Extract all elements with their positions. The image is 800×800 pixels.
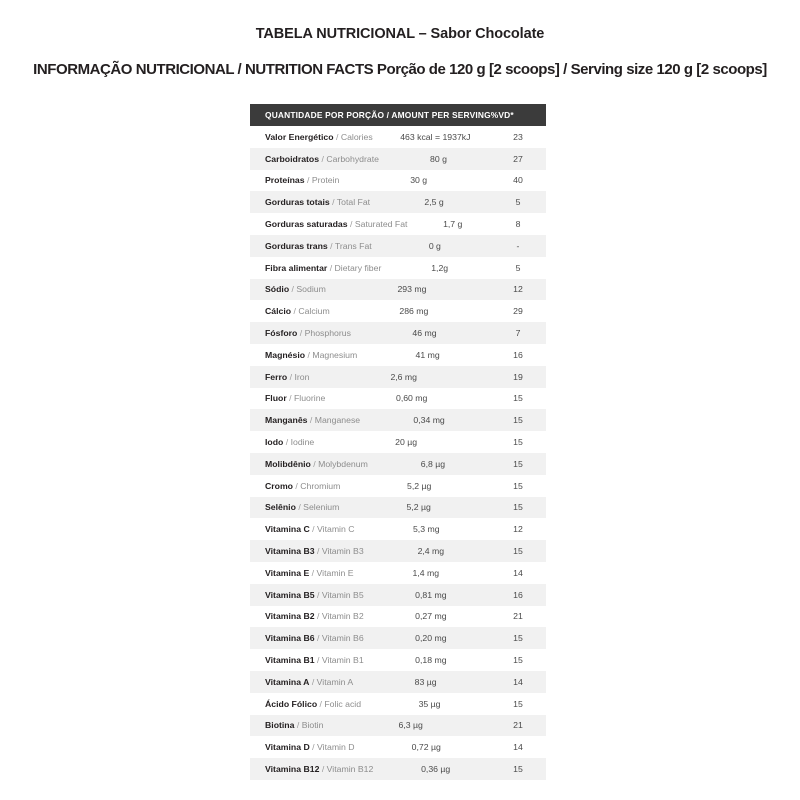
nutrient-name-pt: Vitamina A bbox=[265, 676, 310, 687]
nutrient-name-en: Vitamin B6 bbox=[321, 633, 364, 644]
nutrient-name-en: Carbohydrate bbox=[326, 153, 379, 164]
nutrient-name-en: Vitamin B2 bbox=[321, 611, 364, 622]
table-row bbox=[250, 322, 546, 344]
table-row bbox=[250, 191, 546, 213]
nutrient-name bbox=[250, 459, 368, 469]
nutrient-name bbox=[250, 328, 351, 338]
nutrient-amount: 293 mg bbox=[397, 284, 427, 295]
nutrient-name-pt: Fibra alimentar bbox=[265, 262, 328, 273]
nutrient-name bbox=[250, 611, 364, 621]
page-title: TABELA NUTRICIONAL – Sabor Chocolate bbox=[255, 26, 545, 42]
nutrient-name bbox=[250, 699, 361, 709]
nutrient-amount: 2,5 g bbox=[424, 197, 444, 208]
nutrient-daily-value: 23 bbox=[513, 131, 523, 142]
name-separator: / bbox=[333, 131, 341, 142]
table-row bbox=[250, 540, 546, 562]
nutrient-name bbox=[250, 546, 364, 556]
nutrient-name-pt: Carboidratos bbox=[265, 153, 320, 164]
nutrient-daily-value: 16 bbox=[513, 589, 523, 600]
name-separator: / bbox=[305, 349, 313, 360]
nutrient-name bbox=[250, 154, 379, 164]
nutrient-daily-value: 14 bbox=[513, 567, 523, 578]
nutrient-name-en: Iron bbox=[294, 371, 310, 382]
name-separator: / bbox=[317, 698, 325, 709]
nutrient-name-pt: Vitamina D bbox=[265, 742, 310, 753]
nutrient-name-en: Biotin bbox=[301, 720, 324, 731]
name-separator: / bbox=[314, 655, 322, 666]
nutrient-name-pt: Gorduras totais bbox=[265, 197, 330, 208]
nutrient-name bbox=[250, 437, 314, 447]
nutrient-daily-value: 15 bbox=[513, 502, 523, 513]
table-row bbox=[250, 431, 546, 453]
nutrient-daily-value: 14 bbox=[513, 742, 523, 753]
name-separator: / bbox=[309, 676, 317, 687]
name-separator: / bbox=[314, 611, 322, 622]
nutrient-name bbox=[250, 655, 364, 665]
nutrient-name-en: Fluorine bbox=[293, 393, 326, 404]
nutrient-name bbox=[250, 720, 323, 730]
name-separator: / bbox=[310, 458, 319, 469]
nutrient-daily-value: 15 bbox=[513, 655, 523, 666]
nutrient-name-pt: Vitamina B3 bbox=[265, 546, 315, 557]
nutrient-daily-value: 15 bbox=[513, 480, 523, 491]
table-row bbox=[250, 279, 546, 301]
nutrient-amount: 5,2 µg bbox=[407, 480, 432, 491]
nutrient-amount: 30 g bbox=[410, 175, 428, 186]
nutrient-name-pt: Valor Energético bbox=[265, 131, 334, 142]
nutrient-name bbox=[250, 742, 355, 752]
nutrient-name bbox=[250, 633, 364, 643]
table-row bbox=[250, 126, 546, 148]
name-separator: / bbox=[283, 437, 291, 448]
nutrient-name bbox=[250, 568, 354, 578]
name-separator: / bbox=[319, 764, 327, 774]
table-row bbox=[250, 758, 546, 780]
nutrient-name-en: Folic acid bbox=[324, 698, 362, 709]
nutrient-daily-value: 15 bbox=[513, 415, 523, 426]
nutrient-name bbox=[250, 350, 357, 360]
nutrient-name bbox=[250, 219, 407, 229]
name-separator: / bbox=[287, 371, 295, 382]
name-separator: / bbox=[309, 742, 317, 753]
nutrient-amount: 463 kcal = 1937kJ bbox=[400, 131, 471, 142]
nutrient-name-pt: Cromo bbox=[265, 480, 293, 491]
nutrient-daily-value: 7 bbox=[515, 328, 521, 339]
nutrient-amount: 0,34 mg bbox=[413, 415, 445, 426]
table-row bbox=[250, 693, 546, 715]
nutrient-name-en: Manganese bbox=[314, 415, 361, 426]
table-row bbox=[250, 497, 546, 519]
nutrient-daily-value: 5 bbox=[515, 197, 521, 208]
nutrient-amount: 46 mg bbox=[412, 328, 437, 339]
nutrient-name-en: Vitamin C bbox=[317, 524, 355, 535]
nutrient-name-pt: Cálcio bbox=[265, 306, 292, 317]
nutrient-name-pt: Biotina bbox=[265, 720, 295, 731]
nutrient-name-en: Total Fat bbox=[336, 197, 371, 208]
nutrient-amount: 0,36 µg bbox=[421, 764, 451, 774]
nutrient-amount: 1,7 g bbox=[443, 219, 463, 230]
nutrient-amount: 35 µg bbox=[418, 698, 441, 709]
name-separator: / bbox=[319, 153, 327, 164]
nutrient-amount: 6,3 µg bbox=[398, 720, 423, 731]
table-header-row: QUANTIDADE POR PORÇÃO / AMOUNT PER SERVING%VD* bbox=[250, 104, 546, 126]
table-row bbox=[250, 170, 546, 192]
name-separator: / bbox=[286, 393, 294, 404]
nutrient-name-en: Calories bbox=[340, 131, 373, 142]
nutrition-facts-subtitle: INFORMAÇÃO NUTRICIONAL / NUTRITION FACTS Porção de 120 g [2 scoops] / Serving size 120 g [2 scoops] bbox=[33, 61, 767, 78]
name-separator: / bbox=[314, 589, 322, 600]
nutrient-amount: 6,8 µg bbox=[420, 458, 446, 469]
nutrient-daily-value: 40 bbox=[513, 175, 523, 186]
nutrient-name bbox=[250, 502, 339, 512]
nutrient-name-pt: Ferro bbox=[265, 371, 288, 382]
nutrient-amount: 41 mg bbox=[415, 349, 440, 360]
nutrient-daily-value: 19 bbox=[513, 371, 523, 382]
nutrient-daily-value: 15 bbox=[513, 458, 523, 469]
table-row bbox=[250, 300, 546, 322]
nutrient-daily-value: 15 bbox=[513, 393, 523, 404]
table-row bbox=[250, 584, 546, 606]
nutrient-amount: 5,2 µg bbox=[406, 502, 431, 513]
nutrient-name-en: Magnesium bbox=[312, 349, 358, 360]
table-row bbox=[250, 366, 546, 388]
nutrient-amount: 0,72 µg bbox=[411, 742, 441, 753]
name-separator: / bbox=[309, 567, 317, 578]
nutrient-daily-value: 8 bbox=[515, 219, 521, 230]
nutrient-name-en: Vitamin B12 bbox=[326, 764, 374, 774]
name-separator: / bbox=[289, 284, 297, 295]
table-row bbox=[250, 649, 546, 671]
nutrient-name-pt: Proteínas bbox=[265, 175, 305, 186]
nutrient-name-pt: Vitamina C bbox=[265, 524, 310, 535]
nutrient-name-pt: Molibdênio bbox=[265, 458, 311, 469]
name-separator: / bbox=[327, 240, 335, 251]
nutrient-name-en: Phosphorus bbox=[304, 328, 351, 339]
nutrient-name bbox=[250, 677, 353, 687]
table-row bbox=[250, 627, 546, 649]
nutrient-name-pt: Fósforo bbox=[265, 328, 298, 339]
nutrient-daily-value: 15 bbox=[513, 698, 523, 709]
nutrient-daily-value: 12 bbox=[513, 284, 523, 295]
nutrient-name bbox=[250, 524, 355, 534]
nutrient-name-pt: Vitamina B1 bbox=[265, 655, 315, 666]
nutrient-amount: 20 µg bbox=[395, 437, 418, 448]
name-separator: / bbox=[307, 415, 315, 426]
table-row bbox=[250, 562, 546, 584]
nutrient-name-en: Protein bbox=[311, 175, 340, 186]
nutrient-amount: 2,6 mg bbox=[390, 371, 417, 382]
table-row bbox=[250, 736, 546, 758]
nutrient-daily-value: 5 bbox=[515, 262, 521, 273]
nutrient-amount: 0,20 mg bbox=[415, 633, 447, 644]
name-separator: / bbox=[293, 480, 301, 491]
name-separator: / bbox=[327, 262, 335, 273]
nutrient-name bbox=[250, 284, 326, 294]
name-separator: / bbox=[347, 219, 355, 230]
table-body bbox=[250, 126, 546, 780]
nutrient-name-en: Vitamin B5 bbox=[321, 589, 364, 600]
nutrient-name-pt: Gorduras trans bbox=[265, 240, 328, 251]
nutrient-name bbox=[250, 590, 364, 600]
name-separator: / bbox=[294, 720, 302, 731]
nutrient-amount: 0,18 mg bbox=[415, 655, 447, 666]
name-separator: / bbox=[314, 633, 322, 644]
nutrient-amount: 2,4 mg bbox=[417, 546, 445, 557]
nutrient-name-en: Sodium bbox=[296, 284, 326, 295]
table-row bbox=[250, 213, 546, 235]
nutrient-amount: 0,81 mg bbox=[415, 589, 447, 600]
nutrient-name bbox=[250, 306, 330, 316]
table-row bbox=[250, 453, 546, 475]
nutrient-name bbox=[250, 197, 370, 207]
nutrient-name-pt: Vitamina B12 bbox=[265, 764, 320, 774]
nutrient-amount: 83 µg bbox=[414, 676, 437, 687]
nutrition-facts-table bbox=[250, 104, 546, 780]
nutrient-daily-value: 12 bbox=[513, 524, 523, 535]
name-separator: / bbox=[295, 502, 304, 513]
nutrient-name bbox=[250, 393, 325, 403]
nutrient-name-pt: Ácido Fólico bbox=[265, 698, 318, 709]
name-separator: / bbox=[297, 328, 305, 339]
nutrient-name-en: Chromium bbox=[300, 480, 341, 491]
nutrient-name-en: Iodine bbox=[290, 437, 315, 448]
table-row bbox=[250, 388, 546, 410]
nutrient-daily-value: 21 bbox=[513, 720, 523, 731]
nutrient-daily-value: 16 bbox=[513, 349, 523, 360]
nutrient-name-pt: Magnésio bbox=[265, 349, 306, 360]
nutrient-name-en: Vitamin E bbox=[316, 567, 354, 578]
name-separator: / bbox=[314, 546, 322, 557]
nutrient-name bbox=[250, 175, 339, 185]
name-separator: / bbox=[329, 197, 337, 208]
nutrient-daily-value: 15 bbox=[513, 633, 523, 644]
nutrient-daily-value: 21 bbox=[513, 611, 523, 622]
name-separator: / bbox=[309, 524, 317, 535]
nutrient-daily-value: 15 bbox=[513, 546, 523, 557]
nutrient-name-en: Selenium bbox=[303, 502, 340, 513]
nutrient-name-en: Vitamin D bbox=[317, 742, 355, 753]
table-row bbox=[250, 715, 546, 737]
nutrient-name-en: Dietary fiber bbox=[334, 262, 382, 273]
nutrient-name-en: Calcium bbox=[298, 306, 330, 317]
name-separator: / bbox=[304, 175, 312, 186]
nutrient-amount: 1,2g bbox=[431, 262, 449, 273]
table-row bbox=[250, 409, 546, 431]
nutrient-amount: 0 g bbox=[428, 240, 441, 251]
nutrient-name-en: Trans Fat bbox=[334, 240, 372, 251]
table-row bbox=[250, 235, 546, 257]
table-row bbox=[250, 344, 546, 366]
nutrient-name-pt: Vitamina B2 bbox=[265, 611, 315, 622]
nutrient-name-pt: Sódio bbox=[265, 284, 290, 295]
nutrient-amount: 1,4 mg bbox=[412, 567, 440, 578]
nutrient-name-pt: Selênio bbox=[265, 502, 296, 513]
name-separator: / bbox=[291, 306, 299, 317]
nutrient-name-pt: Manganês bbox=[265, 415, 308, 426]
nutrient-name-pt: Gorduras saturadas bbox=[265, 219, 348, 230]
nutrient-name-pt: Vitamina E bbox=[265, 567, 310, 578]
nutrient-name bbox=[250, 372, 309, 382]
nutrient-daily-value: 15 bbox=[513, 764, 523, 774]
nutrient-daily-value: 14 bbox=[513, 676, 523, 687]
nutrient-amount: 80 g bbox=[430, 153, 447, 164]
nutrient-name-pt: Fluor bbox=[265, 393, 287, 404]
nutrient-daily-value: - bbox=[516, 240, 520, 251]
nutrient-name-en: Vitamin A bbox=[316, 676, 354, 687]
nutrient-name-en: Saturated Fat bbox=[354, 219, 408, 230]
nutrient-name bbox=[250, 764, 373, 774]
table-row bbox=[250, 518, 546, 540]
nutrient-daily-value: 27 bbox=[513, 153, 523, 164]
table-row bbox=[250, 671, 546, 693]
table-row bbox=[250, 148, 546, 170]
nutrient-name bbox=[250, 415, 360, 425]
nutrient-name-en: Vitamin B1 bbox=[321, 655, 364, 666]
nutrient-name-en: Vitamin B3 bbox=[321, 546, 364, 557]
nutrient-name-en: Molybdenum bbox=[318, 458, 368, 469]
nutrient-daily-value: 29 bbox=[513, 306, 523, 317]
table-row bbox=[250, 257, 546, 279]
nutrient-name bbox=[250, 132, 373, 142]
nutrient-amount: 5,3 mg bbox=[412, 524, 440, 535]
nutrient-daily-value: 15 bbox=[513, 437, 523, 448]
nutrient-amount: 0,60 mg bbox=[395, 393, 428, 404]
nutrient-name bbox=[250, 241, 372, 251]
nutrient-name bbox=[250, 481, 340, 491]
nutrient-amount: 286 mg bbox=[399, 306, 429, 317]
nutrient-name-pt: Vitamina B6 bbox=[265, 633, 315, 644]
nutrient-name-pt: Iodo bbox=[265, 437, 284, 448]
table-row bbox=[250, 606, 546, 628]
table-row bbox=[250, 475, 546, 497]
nutrient-name bbox=[250, 263, 381, 273]
nutrient-amount: 0,27 mg bbox=[415, 611, 447, 622]
nutrient-name-pt: Vitamina B5 bbox=[265, 589, 315, 600]
